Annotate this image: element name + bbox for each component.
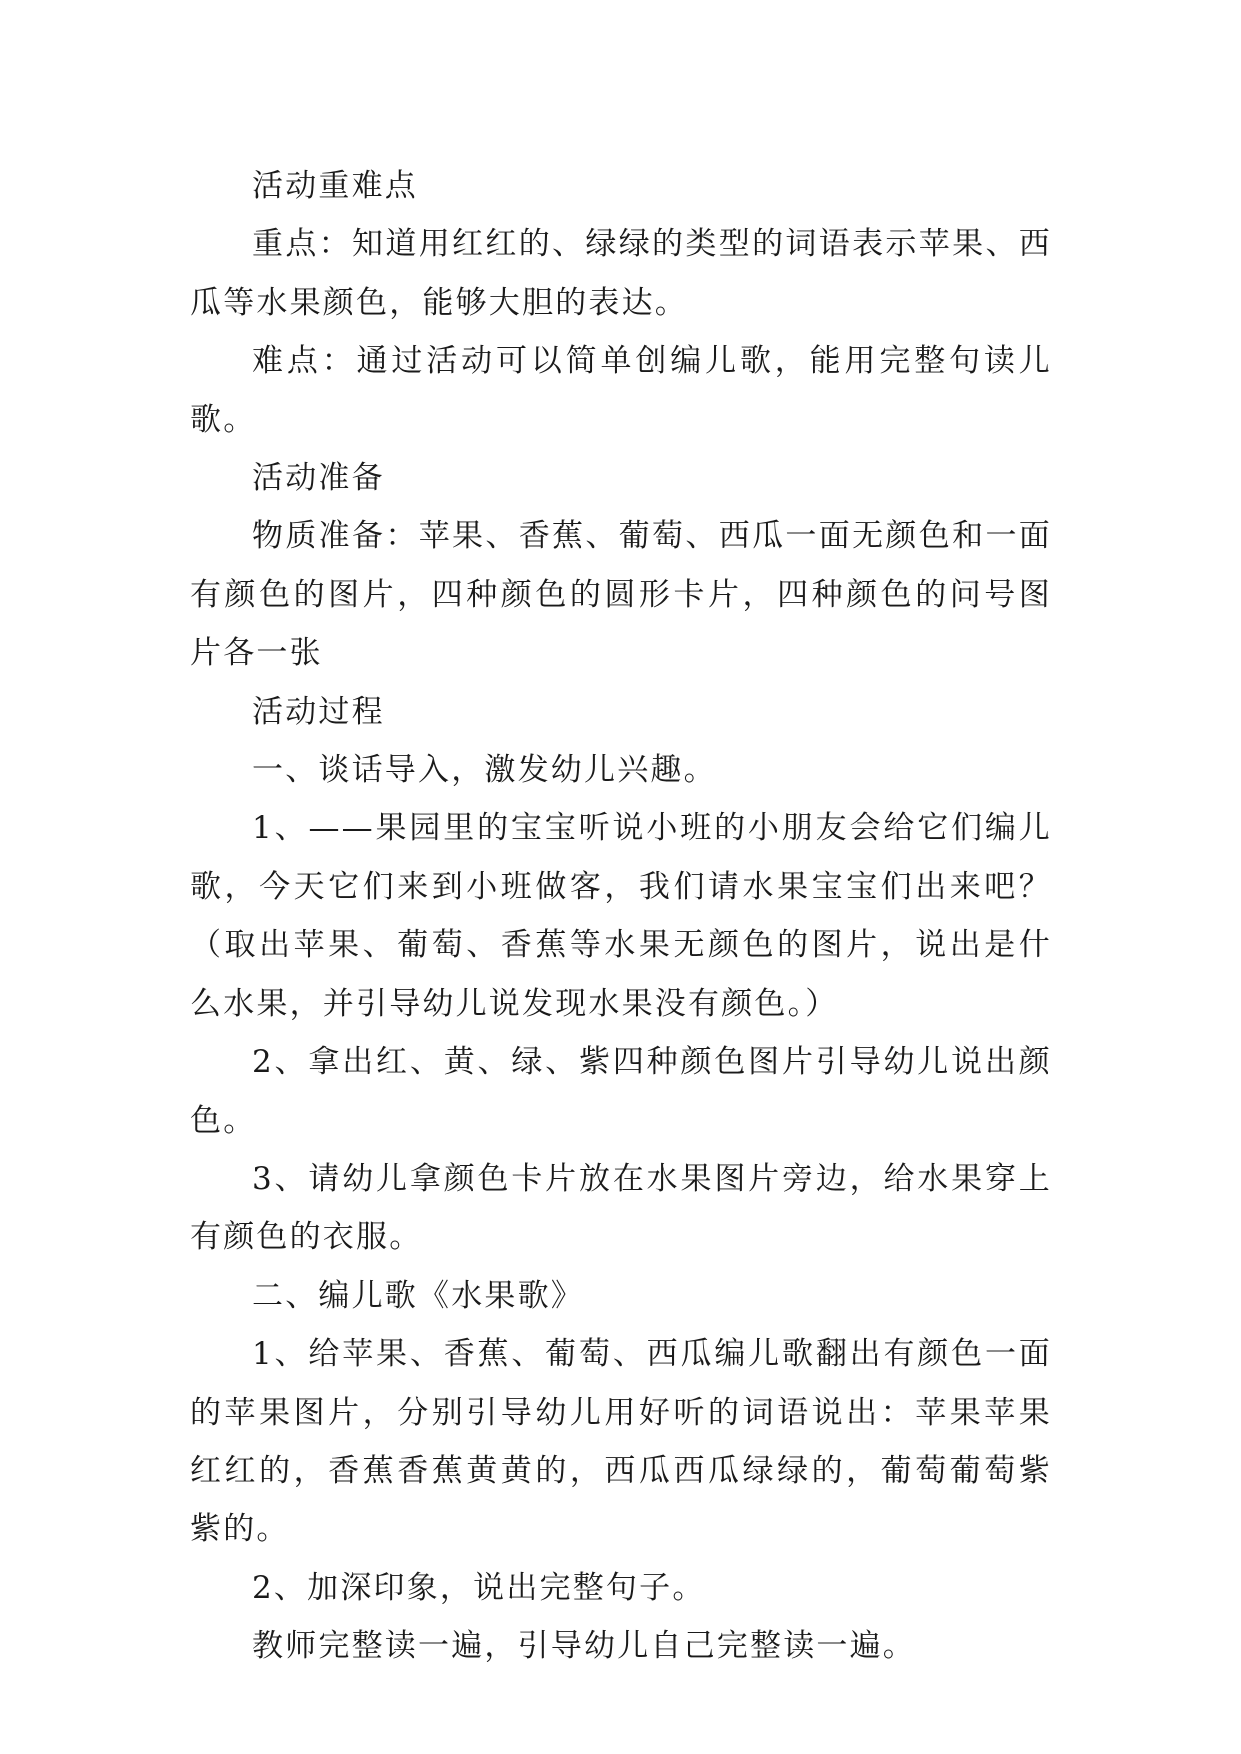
- paragraph-step-1: 1、——果园里的宝宝听说小班的小朋友会给它们编儿歌，今天它们来到小班做客，我们请水果宝宝们出来吧？（取出苹果、葡萄、香蕉等水果无颜色的图片，说出是什么水果，并引导幼儿说发现水果没有颜色。）: [190, 810, 1052, 1022]
- paragraph-song-1: 1、给苹果、香蕉、葡萄、西瓜编儿歌翻出有颜色一面的苹果图片，分别引导幼儿用好听的词语说出：苹果苹果红红的，香蕉香蕉黄黄的，西瓜西瓜绿绿的，葡萄葡萄紫紫的。: [190, 1336, 1052, 1548]
- paragraph-difficulty: 难点：通过活动可以简单创编儿歌，能用完整句读儿歌。: [190, 343, 1052, 438]
- section-heading-preparation: 活动准备: [252, 460, 385, 497]
- section-heading-key-points: 活动重难点: [252, 168, 418, 204]
- paragraph-focus: 重点：知道用红红的、绿绿的类型的词语表示苹果、西瓜等水果颜色，能够大胆的表达。: [190, 226, 1052, 321]
- step-heading-introduction: 一、谈话导入，激发幼儿兴趣。: [252, 752, 717, 789]
- paragraph-step-2: 2、拿出红、黄、绿、紫四种颜色图片引导幼儿说出颜色。: [190, 1044, 1052, 1139]
- section-heading-process: 活动过程: [252, 693, 385, 730]
- paragraph-materials: 物质准备：苹果、香蕉、葡萄、西瓜一面无颜色和一面有颜色的图片，四种颜色的圆形卡片，四种颜色的问号图片各一张: [190, 518, 1052, 672]
- document-body: [190, 157, 1052, 1676]
- paragraph-step-3: 3、请幼儿拿颜色卡片放在水果图片旁边，给水果穿上有颜色的衣服。: [190, 1160, 1052, 1256]
- paragraph-teacher-reading: 教师完整读一遍，引导幼儿自己完整读一遍。: [252, 1628, 916, 1665]
- paragraph-song-2: 2、加深印象，说出完整句子。: [252, 1569, 706, 1606]
- step-heading-song: 二、编儿歌《水果歌》: [252, 1277, 584, 1314]
